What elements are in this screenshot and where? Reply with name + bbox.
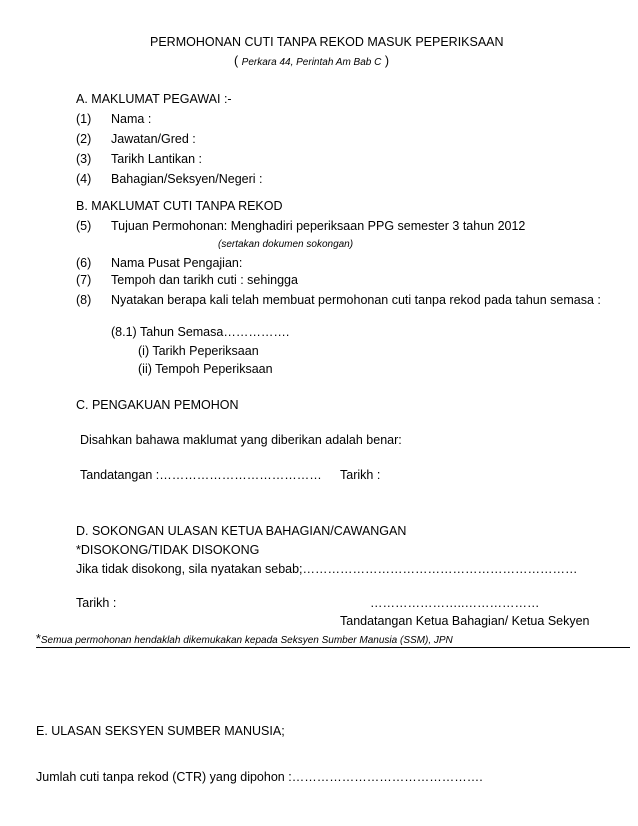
section-c-heading: C. PENGAKUAN PEMOHON [76,398,239,412]
footnote-text: Semua permohonan hendaklah dikemukakan kepada Seksyen Sumber Manusia (SSM), JPN [40,635,453,646]
document-title: PERMOHONAN CUTI TANPA REKOD MASUK PEPERIKSAAN [150,35,504,49]
subtitle-text: Perkara 44, Perintah Am Bab C [241,57,382,68]
applicant-signature-line: Tandatangan :………………………………… [80,468,322,482]
footnote-divider [36,647,630,648]
item-5-label: Tujuan Permohonan: Menghadiri peperiksaan PPG semester 3 tahun 2012 [111,219,526,233]
section-a-heading: A. MAKLUMAT PEGAWAI :- [76,92,232,106]
item-1-number: (1) [76,112,92,126]
item-2-number: (2) [76,132,92,146]
head-signature-line: …………………..……………… [370,596,540,610]
item-4-label: Bahagian/Seksyen/Negeri : [111,172,263,186]
section-d-heading: D. SOKONGAN ULASAN KETUA BAHAGIAN/CAWANGAN [76,524,407,538]
document-subtitle [234,54,389,70]
item-8-label: Nyatakan berapa kali telah membuat permohonan cuti tanpa rekod pada tahun semasa : [111,293,601,307]
ctr-requested-line: Jumlah cuti tanpa rekod (CTR) yang dipohon :………………………………………. [36,770,483,784]
head-signature-label: Tandatangan Ketua Bahagian/ Ketua Sekyen [340,614,590,628]
item-2-label: Jawatan/Gred : [111,132,196,146]
footnote-asterisk: * [36,632,41,646]
item-8-1-ii-label: (ii) Tempoh Peperiksaan [138,362,273,376]
item-8-1-label: (8.1) Tahun Semasa……………. [111,325,290,339]
item-7-number: (7) [76,273,92,287]
subtitle-open-paren: ( [234,54,239,68]
item-7-label: Tempoh dan tarikh cuti : sehingga [111,273,298,287]
item-4-number: (4) [76,172,92,186]
item-6-label: Nama Pusat Pengajian: [111,256,243,270]
support-choice: *DISOKONG/TIDAK DISOKONG [76,543,260,557]
item-6-number: (6) [76,256,92,270]
applicant-date-label: Tarikh : [340,468,381,482]
section-e-heading: E. ULASAN SEKSYEN SUMBER MANUSIA; [36,724,285,738]
item-5-number: (5) [76,219,92,233]
item-3-number: (3) [76,152,92,166]
head-date-label: Tarikh : [76,596,117,610]
item-8-1-i-label: (i) Tarikh Peperiksaan [138,344,259,358]
footnote [36,632,453,648]
declaration-text: Disahkan bahawa maklumat yang diberikan adalah benar: [80,433,402,447]
item-8-number: (8) [76,293,92,307]
item-3-label: Tarikh Lantikan : [111,152,203,166]
section-b-heading: B. MAKLUMAT CUTI TANPA REKOD [76,199,283,213]
reason-line: Jika tidak disokong, sila nyatakan sebab;………………………………………………………… [76,562,578,576]
item-1-label: Nama : [111,112,152,126]
item-5-note: (sertakan dokumen sokongan) [218,239,354,250]
subtitle-close-paren: ) [384,54,390,68]
